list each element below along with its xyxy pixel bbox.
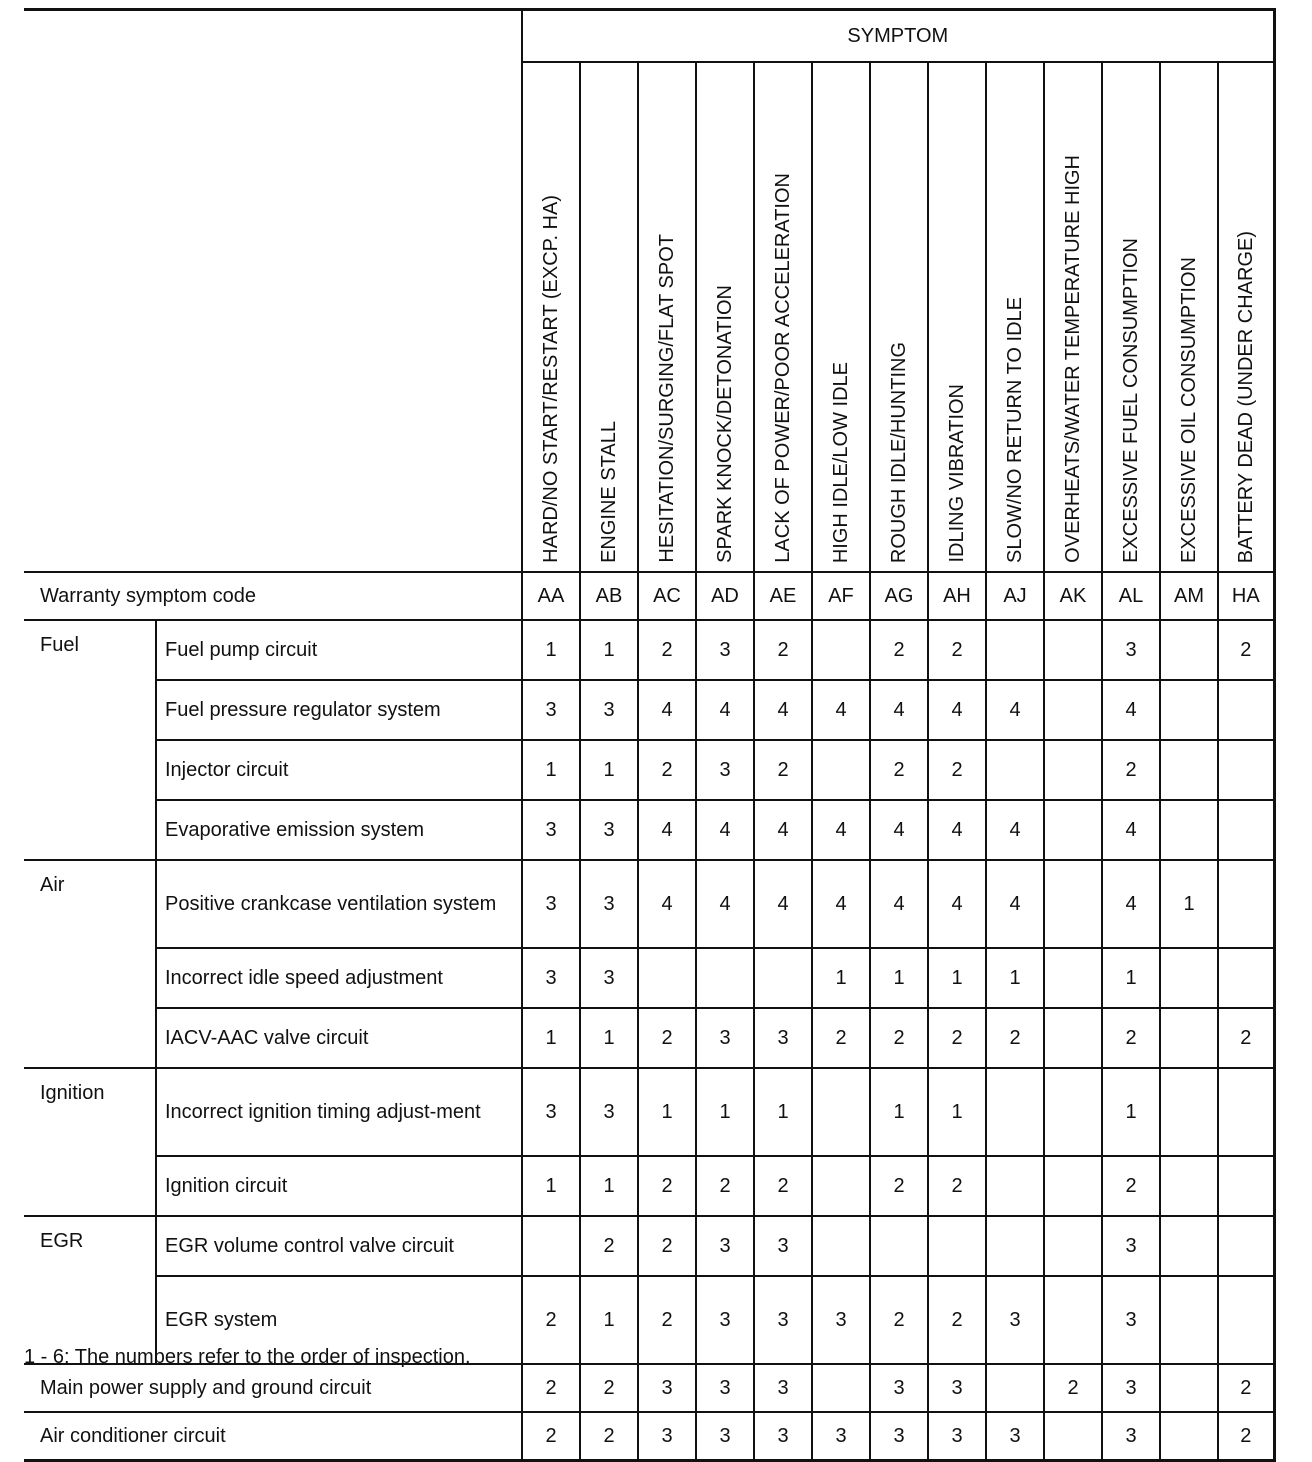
matrix-value-cell: 3	[696, 1276, 754, 1364]
matrix-value-cell: 2	[522, 1364, 580, 1412]
matrix-value-cell: 2	[870, 1276, 928, 1364]
matrix-value-cell	[986, 1216, 1044, 1276]
matrix-value-cell	[1044, 948, 1102, 1008]
category-cell: Fuel	[24, 620, 156, 860]
matrix-value-cell	[812, 620, 870, 680]
matrix-value-cell	[1044, 860, 1102, 948]
matrix-value-cell: 3	[580, 860, 638, 948]
check-item-label: IACV-AAC valve circuit	[156, 1008, 522, 1068]
symptom-label: HARD/NO START/RESTART (EXCP. HA)	[540, 195, 562, 563]
symptom-column-header	[870, 62, 928, 572]
matrix-value-cell: 3	[522, 800, 580, 860]
matrix-value-cell: 3	[696, 620, 754, 680]
symptom-code: AD	[696, 572, 754, 620]
symptom-column-header	[928, 62, 986, 572]
footnote: 1 - 6: The numbers refer to the order of inspection.	[24, 1346, 471, 1368]
matrix-value-cell	[638, 948, 696, 1008]
matrix-value-cell: 3	[1102, 1216, 1160, 1276]
header-blank-cell	[24, 10, 522, 573]
check-item-label: Incorrect idle speed adjustment	[156, 948, 522, 1008]
matrix-value-cell: 1	[870, 948, 928, 1008]
matrix-value-cell: 4	[928, 860, 986, 948]
matrix-value-cell	[1218, 1068, 1274, 1156]
symptom-label: ENGINE STALL	[598, 421, 620, 563]
matrix-value-cell	[1218, 1276, 1274, 1364]
matrix-value-cell: 4	[638, 800, 696, 860]
symptom-header: SYMPTOM	[522, 10, 1274, 63]
matrix-value-cell: 3	[754, 1216, 812, 1276]
matrix-value-cell	[812, 1156, 870, 1216]
matrix-value-cell	[1044, 1276, 1102, 1364]
matrix-value-cell: 2	[522, 1412, 580, 1461]
matrix-value-cell	[1160, 1008, 1218, 1068]
matrix-value-cell: 3	[986, 1412, 1044, 1461]
matrix-value-cell	[1044, 620, 1102, 680]
matrix-value-cell: 1	[638, 1068, 696, 1156]
matrix-value-cell: 2	[986, 1008, 1044, 1068]
symptom-code: AA	[522, 572, 580, 620]
matrix-value-cell: 3	[928, 1364, 986, 1412]
matrix-value-cell: 3	[580, 948, 638, 1008]
matrix-value-cell: 4	[812, 680, 870, 740]
symptom-column-header	[696, 62, 754, 572]
matrix-value-cell	[696, 948, 754, 1008]
matrix-value-cell: 1	[580, 740, 638, 800]
matrix-value-cell: 3	[870, 1412, 928, 1461]
matrix-value-cell: 1	[986, 948, 1044, 1008]
matrix-value-cell: 4	[638, 680, 696, 740]
matrix-value-cell	[812, 1364, 870, 1412]
matrix-value-cell: 2	[1218, 1364, 1274, 1412]
symptom-code: AG	[870, 572, 928, 620]
matrix-value-cell	[1160, 1068, 1218, 1156]
matrix-value-cell: 1	[754, 1068, 812, 1156]
matrix-value-cell: 3	[696, 1364, 754, 1412]
matrix-value-cell: 2	[1218, 620, 1274, 680]
symptom-column-header	[986, 62, 1044, 572]
symptom-label: BATTERY DEAD (UNDER CHARGE)	[1234, 230, 1257, 563]
matrix-value-cell: 2	[928, 1156, 986, 1216]
symptom-code: AK	[1044, 572, 1102, 620]
matrix-value-cell: 2	[870, 620, 928, 680]
matrix-value-cell: 3	[754, 1364, 812, 1412]
matrix-value-cell: 2	[1218, 1008, 1274, 1068]
symptom-label: SPARK KNOCK/DETONATION	[714, 285, 736, 563]
matrix-value-cell: 1	[522, 1156, 580, 1216]
matrix-value-cell: 3	[754, 1412, 812, 1461]
symptom-matrix-table	[24, 8, 1276, 1462]
matrix-value-cell: 2	[1102, 740, 1160, 800]
matrix-value-cell: 4	[754, 860, 812, 948]
matrix-value-cell	[1044, 800, 1102, 860]
matrix-value-cell: 2	[580, 1412, 638, 1461]
matrix-value-cell: 2	[580, 1364, 638, 1412]
matrix-value-cell: 3	[580, 800, 638, 860]
symptom-column-header	[638, 62, 696, 572]
symptom-label: HESITATION/SURGING/FLAT SPOT	[656, 234, 678, 563]
matrix-value-cell: 4	[696, 680, 754, 740]
matrix-value-cell: 4	[754, 800, 812, 860]
matrix-value-cell	[1044, 680, 1102, 740]
matrix-value-cell: 3	[1102, 1276, 1160, 1364]
symptom-label: HIGH IDLE/LOW IDLE	[830, 361, 852, 563]
matrix-value-cell	[1218, 1156, 1274, 1216]
matrix-value-cell: 4	[928, 800, 986, 860]
matrix-value-cell: 2	[638, 1276, 696, 1364]
matrix-value-cell: 2	[928, 620, 986, 680]
symptom-code: AJ	[986, 572, 1044, 620]
matrix-value-cell	[986, 1156, 1044, 1216]
symptom-label: EXCESSIVE FUEL CONSUMPTION	[1120, 238, 1142, 563]
symptom-label: SLOW/NO RETURN TO IDLE	[1004, 297, 1026, 563]
matrix-value-cell: 1	[580, 1276, 638, 1364]
matrix-value-cell	[1160, 1412, 1218, 1461]
symptom-code: AH	[928, 572, 986, 620]
matrix-value-cell: 3	[522, 680, 580, 740]
matrix-value-cell: 2	[870, 1008, 928, 1068]
matrix-value-cell	[1044, 1412, 1102, 1461]
check-item-label: EGR volume control valve circuit	[156, 1216, 522, 1276]
matrix-value-cell: 2	[1044, 1364, 1102, 1412]
matrix-value-cell	[522, 1216, 580, 1276]
matrix-value-cell: 4	[812, 860, 870, 948]
matrix-value-cell	[1218, 800, 1274, 860]
matrix-value-cell: 3	[1102, 1364, 1160, 1412]
matrix-value-cell: 3	[1102, 1412, 1160, 1461]
matrix-value-cell: 4	[986, 680, 1044, 740]
matrix-value-cell	[1160, 1156, 1218, 1216]
symptom-column-header	[754, 62, 812, 572]
matrix-value-cell: 3	[638, 1364, 696, 1412]
symptom-column-header	[1102, 62, 1160, 572]
symptom-code: AC	[638, 572, 696, 620]
matrix-value-cell: 4	[870, 800, 928, 860]
symptom-column-header	[1160, 62, 1218, 572]
matrix-value-cell: 4	[638, 860, 696, 948]
matrix-value-cell: 2	[870, 1156, 928, 1216]
matrix-value-cell	[812, 1068, 870, 1156]
symptom-column-header	[1044, 62, 1102, 572]
check-item-label: Positive crankcase ventilation system	[156, 860, 522, 948]
matrix-value-cell: 1	[812, 948, 870, 1008]
matrix-value-cell: 2	[812, 1008, 870, 1068]
symptom-column-header	[812, 62, 870, 572]
matrix-value-cell: 3	[696, 1412, 754, 1461]
symptom-code: AL	[1102, 572, 1160, 620]
matrix-value-cell: 3	[696, 1216, 754, 1276]
symptom-code: AB	[580, 572, 638, 620]
matrix-value-cell	[1160, 948, 1218, 1008]
matrix-value-cell: 3	[870, 1364, 928, 1412]
matrix-value-cell: 3	[754, 1008, 812, 1068]
matrix-value-cell: 2	[928, 740, 986, 800]
check-item-label: Injector circuit	[156, 740, 522, 800]
matrix-value-cell	[1218, 948, 1274, 1008]
matrix-value-cell	[1218, 680, 1274, 740]
matrix-value-cell	[812, 1216, 870, 1276]
matrix-value-cell	[1160, 800, 1218, 860]
matrix-value-cell: 3	[696, 1008, 754, 1068]
matrix-value-cell	[1044, 1068, 1102, 1156]
matrix-value-cell: 2	[928, 1008, 986, 1068]
symptom-matrix-container	[24, 8, 1276, 1462]
matrix-value-cell	[1160, 1276, 1218, 1364]
matrix-value-cell: 1	[522, 740, 580, 800]
matrix-value-cell: 2	[696, 1156, 754, 1216]
matrix-value-cell: 2	[638, 620, 696, 680]
check-item-label: EGR system	[156, 1276, 522, 1364]
matrix-value-cell: 3	[928, 1412, 986, 1461]
matrix-value-cell: 4	[1102, 680, 1160, 740]
matrix-value-cell: 3	[638, 1412, 696, 1461]
matrix-value-cell: 4	[696, 800, 754, 860]
matrix-value-cell: 2	[754, 620, 812, 680]
matrix-value-cell	[1044, 740, 1102, 800]
matrix-value-cell: 2	[1102, 1008, 1160, 1068]
matrix-value-cell: 1	[1102, 948, 1160, 1008]
matrix-value-cell: 2	[638, 1008, 696, 1068]
matrix-value-cell: 1	[580, 1008, 638, 1068]
matrix-value-cell	[1218, 740, 1274, 800]
check-item-label: Incorrect ignition timing adjust-ment	[156, 1068, 522, 1156]
matrix-value-cell	[1160, 1216, 1218, 1276]
matrix-value-cell: 3	[1102, 620, 1160, 680]
symptom-column-header	[580, 62, 638, 572]
matrix-value-cell: 2	[928, 1276, 986, 1364]
matrix-value-cell: 4	[696, 860, 754, 948]
matrix-value-cell: 3	[696, 740, 754, 800]
matrix-value-cell	[986, 1068, 1044, 1156]
symptom-code: AE	[754, 572, 812, 620]
matrix-value-cell: 1	[580, 1156, 638, 1216]
matrix-value-cell	[1044, 1156, 1102, 1216]
matrix-value-cell: 1	[696, 1068, 754, 1156]
symptom-code: HA	[1218, 572, 1274, 620]
matrix-value-cell: 3	[812, 1412, 870, 1461]
symptom-code: AF	[812, 572, 870, 620]
matrix-value-cell: 2	[638, 1216, 696, 1276]
matrix-value-cell	[986, 1364, 1044, 1412]
matrix-value-cell	[928, 1216, 986, 1276]
matrix-value-cell	[754, 948, 812, 1008]
matrix-value-cell: 2	[1102, 1156, 1160, 1216]
matrix-value-cell: 3	[580, 1068, 638, 1156]
matrix-value-cell: 3	[522, 860, 580, 948]
matrix-value-cell: 4	[1102, 800, 1160, 860]
symptom-label: OVERHEATS/WATER TEMPERATURE HIGH	[1062, 155, 1084, 563]
matrix-value-cell: 4	[928, 680, 986, 740]
matrix-value-cell: 3	[812, 1276, 870, 1364]
matrix-value-cell: 3	[754, 1276, 812, 1364]
matrix-value-cell: 2	[870, 740, 928, 800]
matrix-value-cell: 2	[754, 740, 812, 800]
matrix-value-cell: 4	[754, 680, 812, 740]
symptom-code: AM	[1160, 572, 1218, 620]
symptom-column-header	[1218, 62, 1274, 572]
matrix-value-cell: 2	[1218, 1412, 1274, 1461]
matrix-value-cell: 2	[638, 740, 696, 800]
matrix-value-cell: 1	[1102, 1068, 1160, 1156]
matrix-value-cell: 1	[1160, 860, 1218, 948]
matrix-value-cell: 2	[754, 1156, 812, 1216]
matrix-value-cell	[870, 1216, 928, 1276]
check-item-label: Main power supply and ground circuit	[24, 1364, 522, 1412]
matrix-value-cell: 1	[928, 1068, 986, 1156]
matrix-value-cell: 3	[986, 1276, 1044, 1364]
category-cell: Ignition	[24, 1068, 156, 1216]
warranty-code-label: Warranty symptom code	[24, 572, 522, 620]
symptom-label: IDLING VIBRATION	[946, 384, 968, 563]
matrix-value-cell: 1	[870, 1068, 928, 1156]
matrix-value-cell	[1218, 860, 1274, 948]
matrix-value-cell: 4	[986, 860, 1044, 948]
matrix-value-cell: 1	[522, 1008, 580, 1068]
matrix-value-cell: 3	[580, 680, 638, 740]
matrix-value-cell: 3	[522, 1068, 580, 1156]
check-item-label: Fuel pump circuit	[156, 620, 522, 680]
matrix-value-cell: 3	[522, 948, 580, 1008]
matrix-value-cell: 4	[870, 680, 928, 740]
category-cell: EGR	[24, 1216, 156, 1364]
check-item-label: Fuel pressure regulator system	[156, 680, 522, 740]
symptom-column-header	[522, 62, 580, 572]
check-item-label: Ignition circuit	[156, 1156, 522, 1216]
matrix-value-cell: 4	[1102, 860, 1160, 948]
symptom-label: EXCESSIVE OIL CONSUMPTION	[1178, 257, 1200, 563]
matrix-value-cell: 1	[522, 620, 580, 680]
matrix-value-cell	[1160, 680, 1218, 740]
matrix-value-cell: 4	[870, 860, 928, 948]
check-item-label: Air conditioner circuit	[24, 1412, 522, 1461]
matrix-value-cell	[1218, 1216, 1274, 1276]
matrix-value-cell	[1160, 1364, 1218, 1412]
matrix-value-cell	[1044, 1216, 1102, 1276]
matrix-value-cell	[986, 740, 1044, 800]
matrix-value-cell	[1044, 1008, 1102, 1068]
matrix-value-cell: 1	[580, 620, 638, 680]
check-item-label: Evaporative emission system	[156, 800, 522, 860]
matrix-value-cell: 2	[638, 1156, 696, 1216]
matrix-value-cell	[1160, 620, 1218, 680]
matrix-value-cell	[986, 620, 1044, 680]
matrix-value-cell: 2	[580, 1216, 638, 1276]
matrix-value-cell: 4	[812, 800, 870, 860]
symptom-label: LACK OF POWER/POOR ACCELERATION	[772, 173, 794, 563]
matrix-value-cell: 2	[522, 1276, 580, 1364]
matrix-value-cell: 4	[986, 800, 1044, 860]
matrix-value-cell	[812, 740, 870, 800]
category-cell: Air	[24, 860, 156, 1068]
matrix-value-cell: 1	[928, 948, 986, 1008]
matrix-value-cell	[1160, 740, 1218, 800]
symptom-label: ROUGH IDLE/HUNTING	[888, 341, 910, 563]
